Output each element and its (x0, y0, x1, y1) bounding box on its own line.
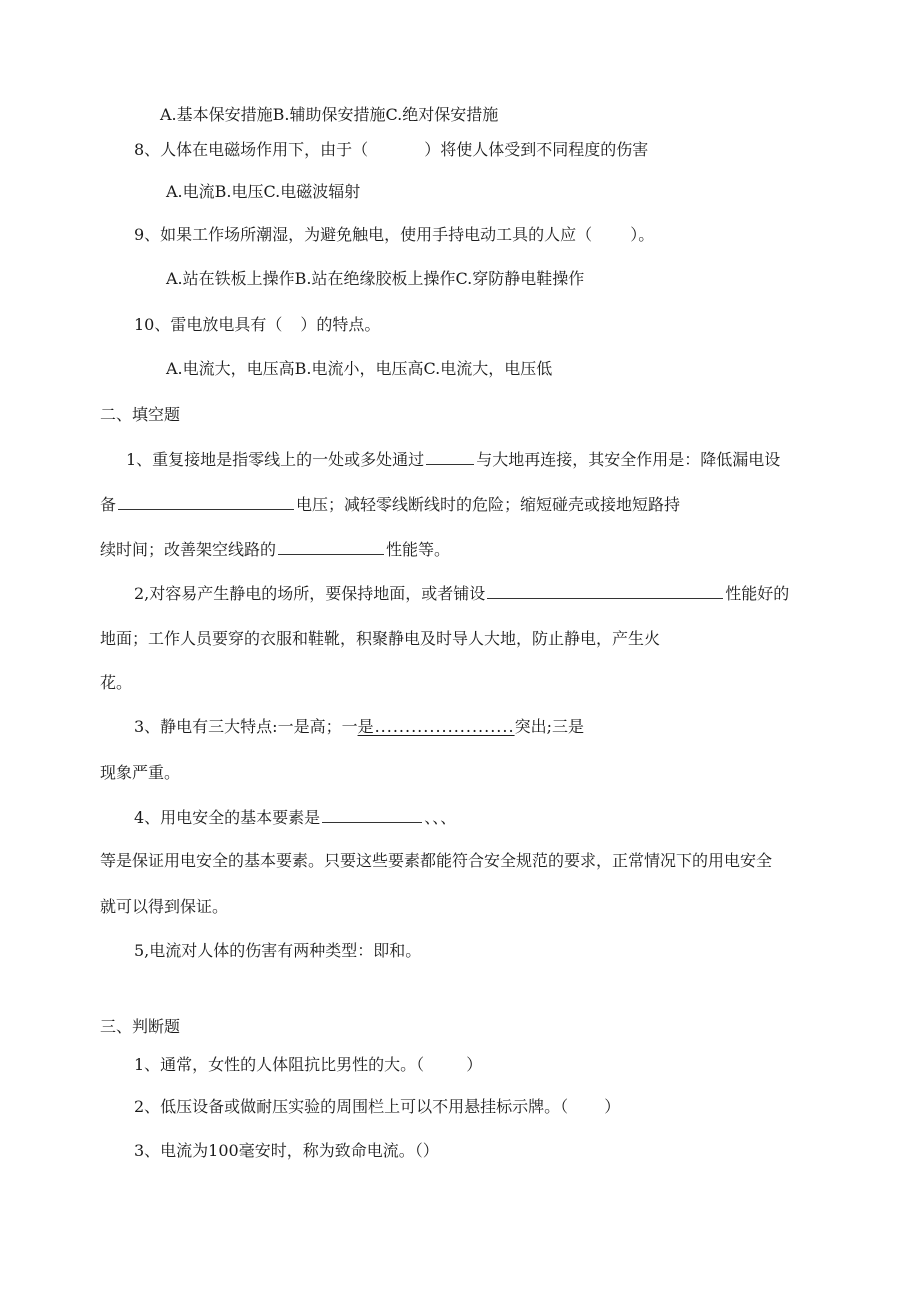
fill-question-4-line-2: 等是保证用电安全的基本要素。只要这些要素都能符合安全规范的要求，正常情况下的用电安全 (100, 851, 773, 870)
fill-question-3-line-2: 现象严重。 (100, 763, 181, 782)
q9-options: A.站在铁板上操作B.站在绝缘胶板上操作C.穿防静电鞋操作 (166, 269, 585, 288)
answer-blank (322, 806, 422, 823)
section-heading-judge: 三、判断题 (100, 1017, 181, 1036)
answer-blank (426, 448, 474, 465)
question-9: 9、如果工作场所潮湿，为避免触电，使用手持电动工具的人应（ ）。 (134, 225, 655, 244)
fill-question-1-line-2: 备 电压；减轻零线断线时的危险；缩短碰壳或接地短路持 (100, 495, 681, 514)
fill-question-4-line-3: 就可以得到保证。 (100, 897, 229, 916)
q10-options: A.电流大，电压高B.电流小，电压高C.电流大，电压低 (166, 359, 553, 378)
question-8: 8、人体在电磁场作用下，由于（ ）将使人体受到不同程度的伤害 (134, 140, 649, 159)
q7-options: A.基本保安措施B.辅助保安措施C.绝对保安措施 (160, 105, 499, 124)
judge-question-2: 2、低压设备或做耐压实验的周围栏上可以不用悬挂标示牌。（ ） (134, 1097, 621, 1116)
answer-blank (118, 493, 294, 510)
answer-blank (278, 538, 384, 555)
judge-question-3: 3、电流为100毫安时，称为致命电流。（） (134, 1141, 439, 1160)
fill-question-3: 3、静电有三大特点:一是高；一是.......................突出;三是 (134, 717, 584, 736)
fill-question-1-line-3: 续时间；改善架空线路的 性能等。 (100, 540, 451, 559)
fill-question-2-line-3: 花。 (100, 673, 133, 692)
answer-blank (487, 582, 723, 599)
fill-question-5: 5,电流对人体的伤害有两种类型：即和。 (134, 941, 422, 960)
fill-question-2: 2,对容易产生静电的场所，要保持地面，或者铺设 性能好的 (134, 584, 790, 603)
question-10: 10、雷电放电具有（ ）的特点。 (134, 315, 381, 334)
fill-question-1: 1、重复接地是指零线上的一处或多处通过 与大地再连接，其安全作用是：降低漏电设 (126, 450, 781, 469)
judge-question-1: 1、通常，女性的人体阻抗比男性的大。（ ） (134, 1055, 483, 1074)
q8-options: A.电流B.电压C.电磁波辐射 (166, 182, 361, 201)
section-heading-fill: 二、填空题 (100, 405, 181, 424)
fill-question-2-line-2: 地面；工作人员要穿的衣服和鞋靴，积聚静电及时导人大地，防止静电，产生火 (100, 629, 661, 648)
fill-question-4: 4、用电安全的基本要素是 、、、 (134, 808, 457, 827)
